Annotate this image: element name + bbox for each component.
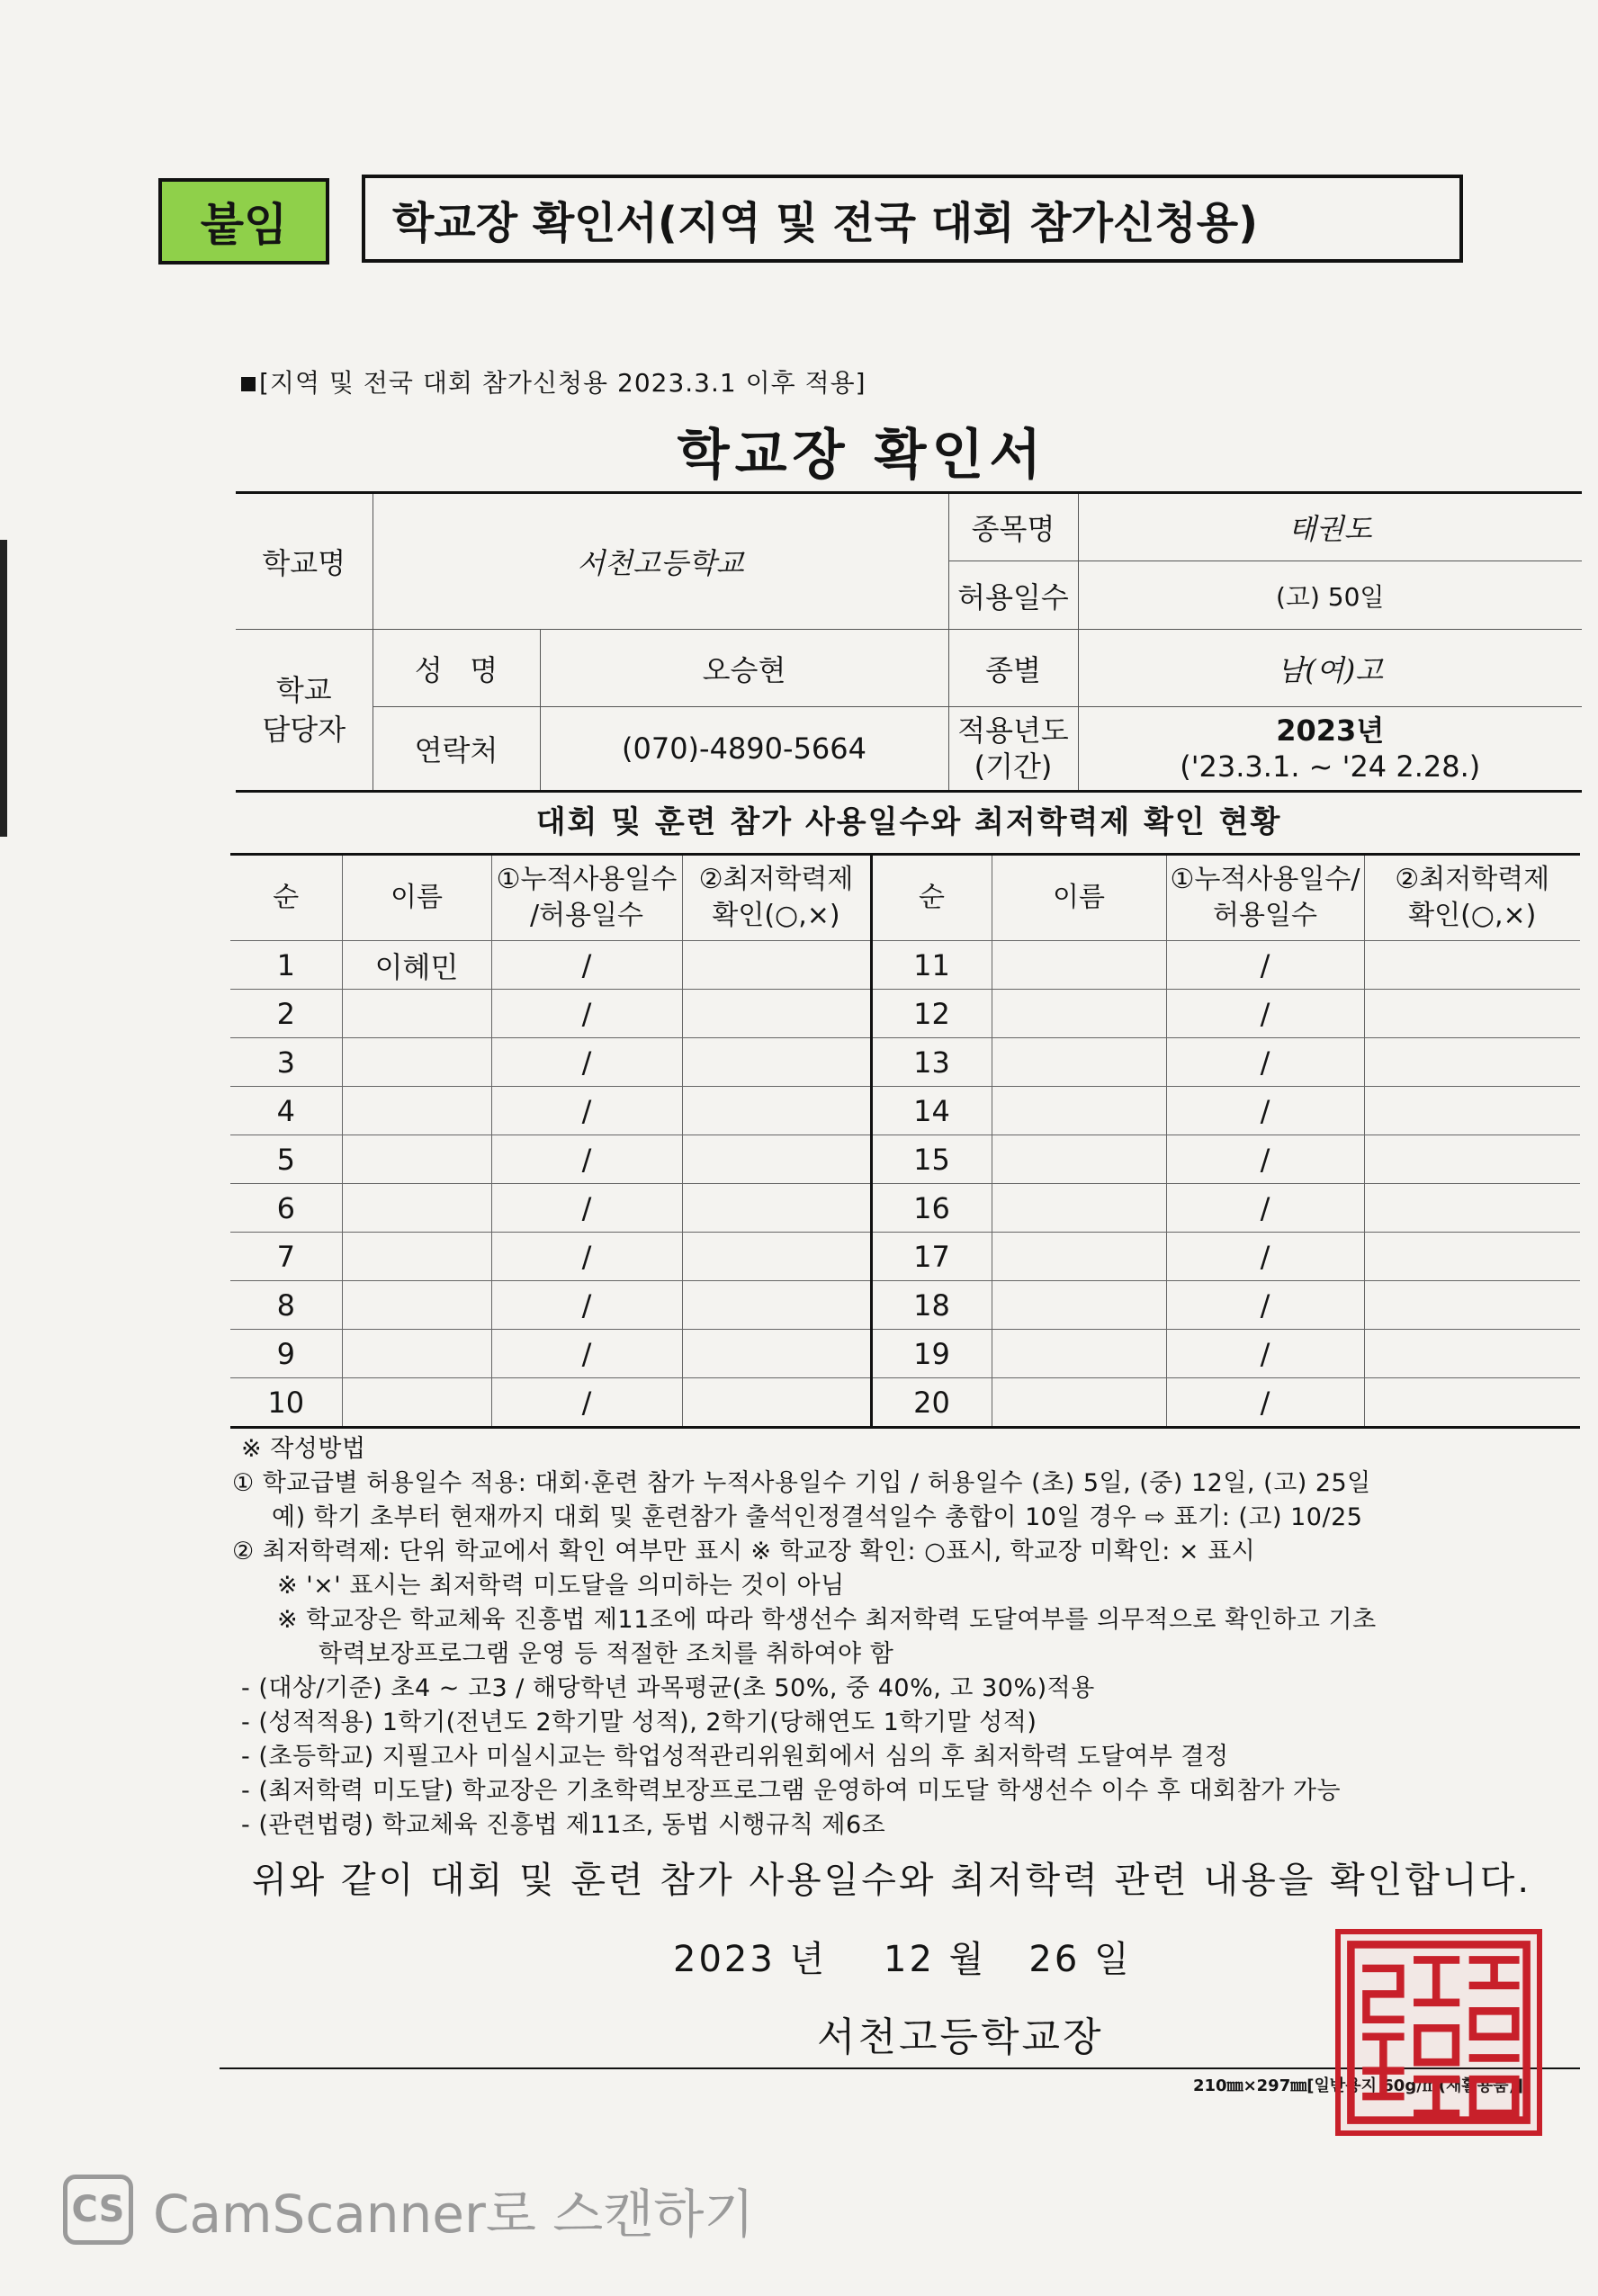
note-line: - (대상/기준) 초4 ~ 고3 / 해당학년 과목평균(초 50%, 중 40%, 고 30%)적용 [241,1674,1095,1702]
check-cell-left [682,1330,871,1378]
header-no-right: 순 [871,855,992,941]
student-name-left [342,1378,491,1428]
row-number-right: 11 [871,941,992,990]
student-name-right [992,1184,1166,1233]
table-header-row [230,855,1580,941]
days-cell-left: / [491,1281,682,1330]
note-line: - (초등학교) 지필고사 미실시교는 학업성적관리위원회에서 심의 후 최저학력 도달여부 결정 [241,1743,1229,1771]
period-label-line2: (기간) [974,749,1053,784]
check-cell-right [1364,1233,1580,1281]
table-body [230,941,1580,1428]
camscanner-watermark [63,2172,754,2247]
days-cell-left: / [491,1184,682,1233]
note-line: ※ '×' 표시는 최저학력 미도달을 의미하는 것이 아님 [277,1572,845,1600]
days-cell-left: / [491,1038,682,1087]
note-line: ※ 학교장은 학교체육 진흥법 제11조에 따라 학생선수 최저학력 도달여부를 의무적으로 확인하고 기초 [277,1606,1377,1634]
check-cell-right [1364,990,1580,1038]
row-number-left: 7 [230,1233,342,1281]
table-row [230,1184,1580,1233]
period-label [948,707,1078,792]
row-number-left: 4 [230,1087,342,1135]
row-number-left: 2 [230,990,342,1038]
days-cell-left: / [491,941,682,990]
student-name-left [342,1087,491,1135]
table-row [230,1135,1580,1184]
subheading-text: [지역 및 전국 대회 참가신청용 2023.3.1 이후 적용] [259,368,866,398]
issue-date: 2023 년 12 월 26 일 [673,1939,1132,1980]
days-cell-right: / [1166,1184,1364,1233]
subheading [241,363,866,399]
check-cell-left [682,1135,871,1184]
row-number-right: 12 [871,990,992,1038]
row-number-right: 18 [871,1281,992,1330]
student-name-right [992,1135,1166,1184]
row-number-right: 20 [871,1378,992,1428]
note-line: 예) 학기 초부터 현재까지 대회 및 훈련참가 출석인정결석일수 총합이 10일 경우 ⇨ 표기: (고) 10/25 [272,1503,1363,1531]
gender-value: 남(여)고 [1078,630,1582,707]
row-number-left: 5 [230,1135,342,1184]
allowed-days-value: (고) 50일 [1078,561,1582,630]
days-cell-right: / [1166,1330,1364,1378]
note-line: - (최저학력 미도달) 학교장은 기초학력보장프로그램 운영하여 미도달 학생선수 이수 후 대회참가 가능 [241,1777,1342,1805]
header-check-line1: ②최저학력제 [1395,864,1550,895]
days-cell-right: / [1166,1378,1364,1428]
row-number-right: 19 [871,1330,992,1378]
period-value [1078,707,1582,792]
note-line: - (관련법령) 학교체육 진흥법 제11조, 동법 시행규칙 제6조 [241,1811,886,1839]
days-cell-left: / [491,990,682,1038]
info-table [236,491,1582,793]
header-no-left: 순 [230,855,342,941]
instructions [232,1432,1591,1843]
days-cell-left: / [491,1330,682,1378]
header-days-line1b: ①누적사용일수/ [1170,864,1360,895]
student-name-right [992,1087,1166,1135]
square-bullet-icon [241,377,256,391]
contact-value: (070)-4890-5664 [540,707,948,792]
header-check-right [1364,855,1580,941]
row-number-right: 14 [871,1087,992,1135]
header-days-right [1166,855,1364,941]
student-name-left [342,1330,491,1378]
header-days-line2: /허용일수 [529,900,644,931]
manager-label-line1: 학교 [275,673,332,707]
row-number-left: 6 [230,1184,342,1233]
header-title: 학교장 확인서(지역 및 전국 대회 참가신청용) [362,175,1463,263]
check-cell-left [682,941,871,990]
check-cell-right [1364,1330,1580,1378]
confirmation-statement: 위와 같이 대회 및 훈련 참가 사용일수와 최저학력 관련 내용을 확인합니다. [252,1860,1532,1901]
principal-signature: 서천고등학교장 [817,2014,1104,2060]
allowed-days-label: 허용일수 [948,561,1078,630]
days-cell-left: / [491,1378,682,1428]
table-row [230,1233,1580,1281]
table-row [230,990,1580,1038]
paper-spec-footnote: 210㎜×297㎜[일반용지 60g/㎡(재활용품)] [1193,2076,1524,2095]
note-line: ① 학교급별 허용일수 적용: 대회·훈련 참가 누적사용일수 기입 / 허용일수 (초) 5일, (중) 12일, (고) 25일 [232,1469,1371,1497]
row-number-left: 3 [230,1038,342,1087]
header-check-line1: ②최저학력제 [698,864,854,895]
days-cell-right: / [1166,990,1364,1038]
check-cell-left [682,1281,871,1330]
contact-label: 연락처 [373,707,540,792]
check-cell-right [1364,1135,1580,1184]
name-label: 성 명 [373,630,540,707]
header-days-line2b: 허용일수 [1213,900,1317,931]
row-number-right: 16 [871,1184,992,1233]
row-number-left: 10 [230,1378,342,1428]
check-cell-right [1364,941,1580,990]
student-name-right [992,990,1166,1038]
check-cell-right [1364,1378,1580,1428]
scan-edge-shadow [0,540,7,837]
seal-pattern-icon [1341,1934,1537,2130]
watermark-text: CamScanner로 스캔하기 [153,2184,755,2245]
check-cell-right [1364,1038,1580,1087]
student-name-left [342,990,491,1038]
table-row [230,1378,1580,1428]
table-row [230,941,1580,990]
header-check-line2: 확인(○,×) [712,900,840,931]
days-cell-right: / [1166,1135,1364,1184]
note-line: ② 최저학력제: 단위 학교에서 확인 여부만 표시 ※ 학교장 확인: ○표시, 학교장 미확인: × 표시 [232,1538,1256,1565]
days-cell-left: / [491,1135,682,1184]
student-name-right [992,1330,1166,1378]
days-cell-right: / [1166,941,1364,990]
student-name-right [992,1378,1166,1428]
student-name-left [342,1135,491,1184]
student-name-left [342,1184,491,1233]
school-name-label: 학교명 [236,493,373,630]
header-check-line2: 확인(○,×) [1408,900,1537,931]
header-days-left [491,855,682,941]
days-cell-right: / [1166,1233,1364,1281]
student-name-left [342,1281,491,1330]
check-cell-right [1364,1281,1580,1330]
gender-label: 종별 [948,630,1078,707]
school-name-value: 서천고등학교 [373,493,948,630]
row-number-left: 1 [230,941,342,990]
header-name-right: 이름 [992,855,1166,941]
note-line: 학력보장프로그램 운영 등 적절한 조치를 취하여야 함 [319,1640,894,1668]
row-number-left: 9 [230,1330,342,1378]
camscanner-logo-icon: CS [63,2175,133,2245]
student-name-right [992,1281,1166,1330]
note-line: - (성적적용) 1학기(전년도 2학기말 성적), 2학기(당해연도 1학기말 성적) [241,1709,1037,1736]
document-title: 학교장 확인서 [677,424,1047,487]
table-row [230,1330,1580,1378]
table-row [230,1087,1580,1135]
check-cell-right [1364,1087,1580,1135]
days-cell-left: / [491,1233,682,1281]
days-cell-left: / [491,1087,682,1135]
check-cell-left [682,990,871,1038]
days-cell-right: / [1166,1038,1364,1087]
check-cell-left [682,1087,871,1135]
check-cell-left [682,1378,871,1428]
period-label-line1: 적용년도 [957,713,1069,748]
days-cell-right: / [1166,1281,1364,1330]
event-label: 종목명 [948,493,1078,561]
header-days-line1: ①누적사용일수 [496,864,678,895]
student-name-left [342,1233,491,1281]
row-number-right: 13 [871,1038,992,1087]
check-cell-left [682,1184,871,1233]
header-name-left: 이름 [342,855,491,941]
row-number-right: 17 [871,1233,992,1281]
manager-label-line2: 담당자 [262,713,346,747]
table-row [230,1281,1580,1330]
row-number-left: 8 [230,1281,342,1330]
attachment-badge: 붙임 [158,178,329,265]
check-cell-left [682,1038,871,1087]
student-name-left: 이혜민 [342,941,491,990]
period-range: ('23.3.1. ~ '24 2.28.) [1180,749,1481,784]
days-cell-right: / [1166,1087,1364,1135]
official-seal [1335,1929,1542,2136]
manager-label [236,630,373,792]
student-table [230,853,1580,1429]
table-row [230,1038,1580,1087]
student-name-right [992,1233,1166,1281]
notes-heading: ※ 작성방법 [241,1435,366,1463]
check-cell-left [682,1233,871,1281]
name-value: 오승현 [540,630,948,707]
student-name-right [992,1038,1166,1087]
student-name-right [992,941,1166,990]
event-value: 태권도 [1078,493,1582,561]
row-number-right: 15 [871,1135,992,1184]
period-year: 2023년 [1276,713,1385,748]
section-title: 대회 및 훈련 참가 사용일수와 최저학력제 확인 현황 [535,804,1282,840]
student-name-left [342,1038,491,1087]
check-cell-right [1364,1184,1580,1233]
header-check-left [682,855,871,941]
